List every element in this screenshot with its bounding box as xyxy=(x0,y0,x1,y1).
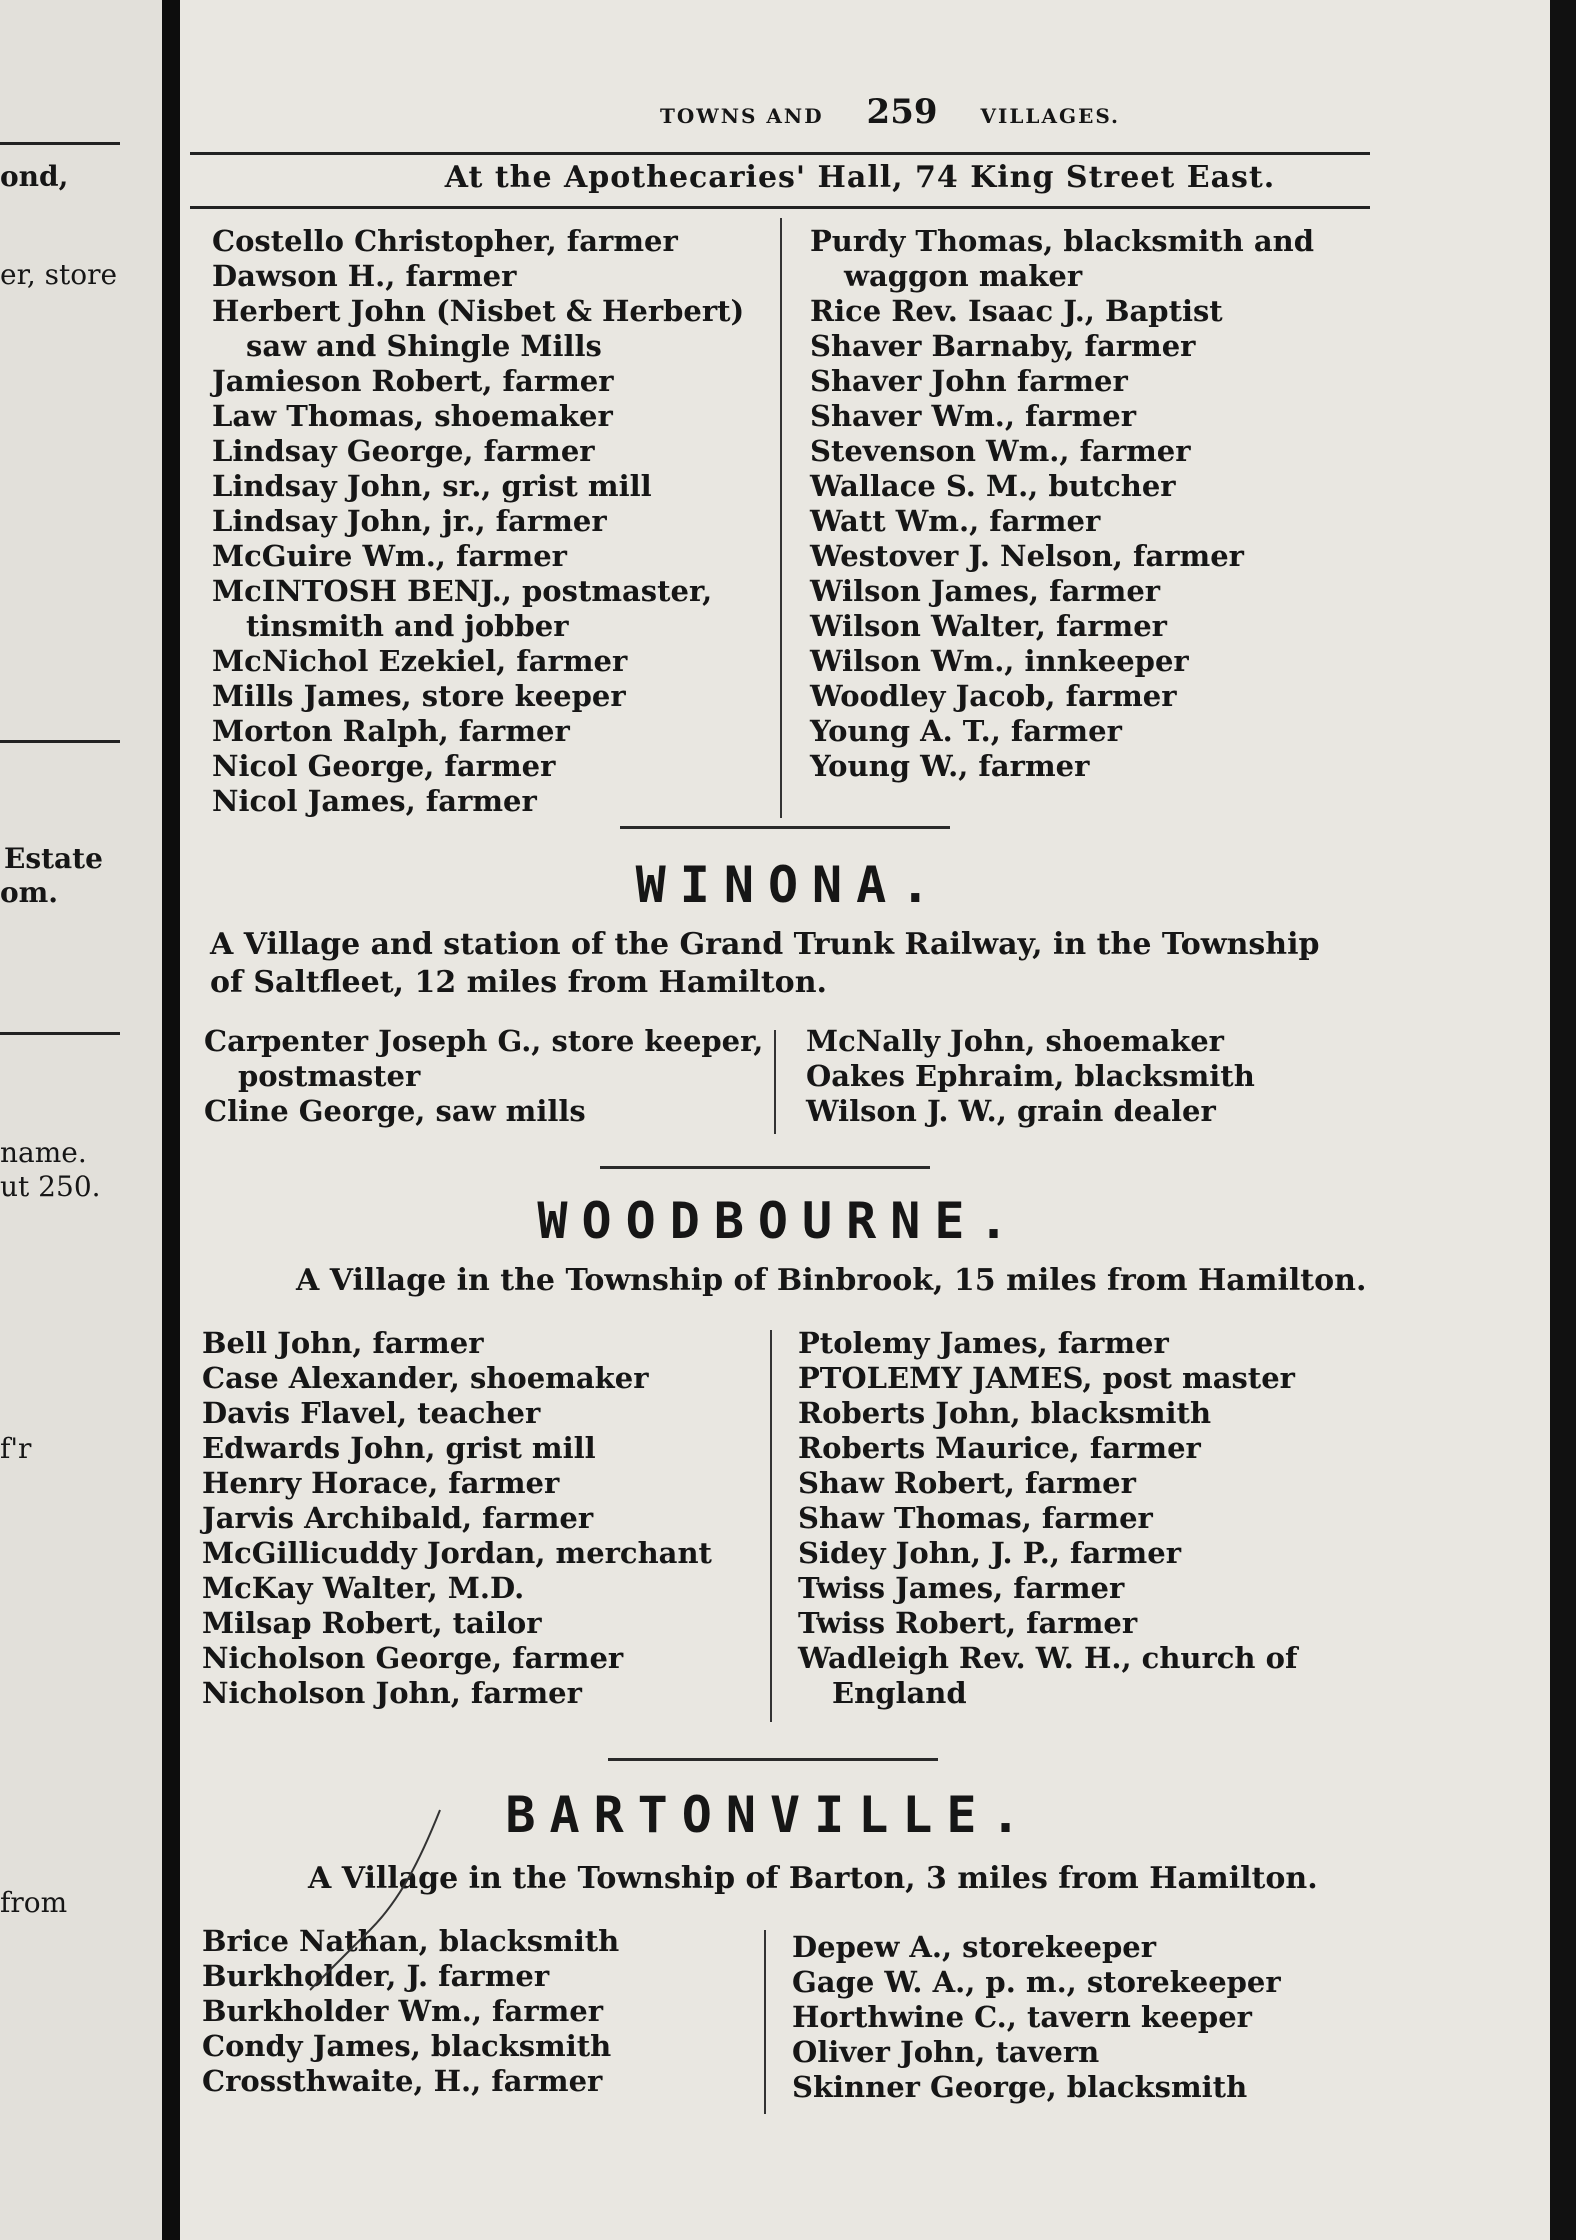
divider xyxy=(0,1032,120,1035)
divider xyxy=(0,142,120,145)
directory-entry: Case Alexander, shoemaker xyxy=(202,1361,649,1395)
directory-entry: Oliver John, tavern xyxy=(792,2035,1100,2069)
directory-entry: Davis Flavel, teacher xyxy=(202,1396,541,1430)
running-header xyxy=(440,92,1340,132)
directory-entry: Lindsay John, jr., farmer xyxy=(212,504,607,538)
section-title-winona: WINONA. xyxy=(635,856,945,914)
section-title-woodbourne: WOODBOURNE. xyxy=(537,1192,1023,1250)
directory-entry: Roberts John, blacksmith xyxy=(798,1396,1212,1430)
prev-page-fragment: ond, xyxy=(0,160,69,193)
directory-entry: McGillicuddy Jordan, merchant xyxy=(202,1536,712,1570)
directory-entry: Jarvis Archibald, farmer xyxy=(202,1501,594,1535)
directory-entry: Woodley Jacob, farmer xyxy=(810,679,1177,713)
directory-entry: Law Thomas, shoemaker xyxy=(212,399,613,433)
section-title-bartonville: BARTONVILLE. xyxy=(505,1786,1035,1844)
woodbourne-left-column xyxy=(202,1326,762,1711)
top-left-column xyxy=(212,224,772,819)
directory-entry: Oakes Ephraim, blacksmith xyxy=(806,1059,1255,1093)
directory-entry: Westover J. Nelson, farmer xyxy=(810,539,1244,573)
directory-entry: Ptolemy James, farmer xyxy=(798,1326,1169,1360)
directory-entry: Young W., farmer xyxy=(810,749,1090,783)
directory-entry: Roberts Maurice, farmer xyxy=(798,1431,1201,1465)
prev-page-fragment: er, store xyxy=(0,258,118,291)
prev-page-fragment: om. xyxy=(0,876,59,909)
column-divider xyxy=(774,1030,776,1134)
directory-entry: Costello Christopher, farmer xyxy=(212,224,678,258)
winona-left-column xyxy=(204,1024,764,1129)
directory-entry: Nicol James, farmer xyxy=(212,784,537,818)
section-description-woodbourne: A Village in the Township of Binbrook, 15 miles from Hamilton. xyxy=(296,1263,1367,1298)
directory-entry: Depew A., storekeeper xyxy=(792,1930,1156,1964)
woodbourne-right-column xyxy=(798,1326,1398,1711)
section-description-winona: A Village and station of the Grand Trunk Railway, in the Township of Saltfleet, 12 miles from Hamilton. xyxy=(210,927,1320,1000)
directory-entry: Brice Nathan, blacksmith xyxy=(202,1924,620,1958)
directory-entry: Crossthwaite, H., farmer xyxy=(202,2064,603,2098)
directory-entry: McNally John, shoemaker xyxy=(806,1024,1224,1058)
directory-entry: McKay Walter, M.D. xyxy=(202,1571,525,1605)
directory-entry: Horthwine C., tavern keeper xyxy=(792,2000,1252,2034)
directory-entry: Gage W. A., p. m., storekeeper xyxy=(792,1965,1281,1999)
directory-entry: Edwards John, grist mill xyxy=(202,1431,596,1465)
directory-entry: McNichol Ezekiel, farmer xyxy=(212,644,628,678)
directory-entry: Carpenter Joseph G., store keeper, postmaster xyxy=(204,1024,764,1093)
directory-entry: Jamieson Robert, farmer xyxy=(212,364,614,398)
page-number: 259 xyxy=(866,92,938,132)
prev-page-fragment: name. xyxy=(0,1136,87,1169)
directory-entry: Twiss Robert, farmer xyxy=(798,1606,1138,1640)
directory-entry: Henry Horace, farmer xyxy=(202,1466,560,1500)
directory-entry: Wilson J. W., grain dealer xyxy=(806,1094,1216,1128)
section-rule xyxy=(608,1758,938,1761)
directory-entry: Shaw Robert, farmer xyxy=(798,1466,1136,1500)
directory-entry: Nicol George, farmer xyxy=(212,749,556,783)
directory-entry: Rice Rev. Isaac J., Baptist xyxy=(810,294,1223,328)
directory-entry: Wallace S. M., butcher xyxy=(810,469,1176,503)
advertisement-line: At the Apothecaries' Hall, 74 King Street East. xyxy=(444,160,1276,195)
divider xyxy=(0,740,120,743)
section-rule xyxy=(600,1166,930,1169)
directory-entry: Shaw Thomas, farmer xyxy=(798,1501,1153,1535)
page-edge xyxy=(1550,0,1576,2240)
directory-entry: Young A. T., farmer xyxy=(810,714,1122,748)
directory-entry: McGuire Wm., farmer xyxy=(212,539,567,573)
directory-entry: Stevenson Wm., farmer xyxy=(810,434,1191,468)
prev-page-fragment: Estate xyxy=(4,842,103,875)
column-divider xyxy=(770,1330,772,1722)
section-rule xyxy=(620,826,950,829)
directory-entry: Skinner George, blacksmith xyxy=(792,2070,1248,2104)
directory-entry: Dawson H., farmer xyxy=(212,259,517,293)
header-rule xyxy=(190,152,1370,155)
directory-entry: Mills James, store keeper xyxy=(212,679,626,713)
column-divider xyxy=(780,218,782,818)
directory-entry: Lindsay George, farmer xyxy=(212,434,595,468)
directory-entry: Shaver Wm., farmer xyxy=(810,399,1136,433)
directory-entry: Purdy Thomas, blacksmith and waggon maker xyxy=(810,224,1314,293)
directory-entry: Milsap Robert, tailor xyxy=(202,1606,542,1640)
directory-entry: Wilson James, farmer xyxy=(810,574,1161,608)
top-right-column xyxy=(810,224,1410,784)
previous-page-edge xyxy=(0,0,162,2240)
directory-entry: Nicholson George, farmer xyxy=(202,1641,624,1675)
directory-entry: Nicholson John, farmer xyxy=(202,1676,582,1710)
pencil-mark-icon xyxy=(290,1800,490,2000)
directory-entry: PTOLEMY JAMES, post master xyxy=(798,1361,1295,1395)
directory-entry: Morton Ralph, farmer xyxy=(212,714,570,748)
directory-entry: Burkholder Wm., farmer xyxy=(202,1994,604,2028)
directory-entry: Bell John, farmer xyxy=(202,1326,484,1360)
directory-entry: Cline George, saw mills xyxy=(204,1094,586,1128)
prev-page-fragment: ut 250. xyxy=(0,1170,101,1203)
directory-entry: Burkholder, J. farmer xyxy=(202,1959,550,1993)
bartonville-right-column xyxy=(792,1930,1392,2105)
directory-entry: Shaver John farmer xyxy=(810,364,1128,398)
directory-entry: Condy James, blacksmith xyxy=(202,2029,612,2063)
directory-entry: Shaver Barnaby, farmer xyxy=(810,329,1196,363)
prev-page-fragment: f'r xyxy=(0,1432,32,1465)
header-rule xyxy=(190,206,1370,209)
directory-entry: Herbert John (Nisbet & Herbert) saw and Shingle Mills xyxy=(212,294,745,363)
winona-right-column xyxy=(806,1024,1366,1129)
prev-page-fragment: from xyxy=(0,1886,68,1919)
directory-entry: Wilson Walter, farmer xyxy=(810,609,1167,643)
header-right: VILLAGES. xyxy=(980,104,1121,128)
column-divider xyxy=(764,1930,766,2114)
book-gutter xyxy=(162,0,180,2240)
directory-entry: Wadleigh Rev. W. H., church of England xyxy=(798,1641,1298,1710)
directory-entry: McINTOSH BENJ., postmaster, tinsmith and jobber xyxy=(212,574,713,643)
directory-entry: Twiss James, farmer xyxy=(798,1571,1125,1605)
section-description-bartonville: A Village in the Township of Barton, 3 miles from Hamilton. xyxy=(308,1861,1318,1896)
directory-entry: Watt Wm., farmer xyxy=(810,504,1101,538)
directory-page xyxy=(180,0,1550,2240)
directory-entry: Lindsay John, sr., grist mill xyxy=(212,469,652,503)
directory-entry: Wilson Wm., innkeeper xyxy=(810,644,1189,678)
header-left: TOWNS AND xyxy=(659,104,824,128)
directory-entry: Sidey John, J. P., farmer xyxy=(798,1536,1181,1570)
